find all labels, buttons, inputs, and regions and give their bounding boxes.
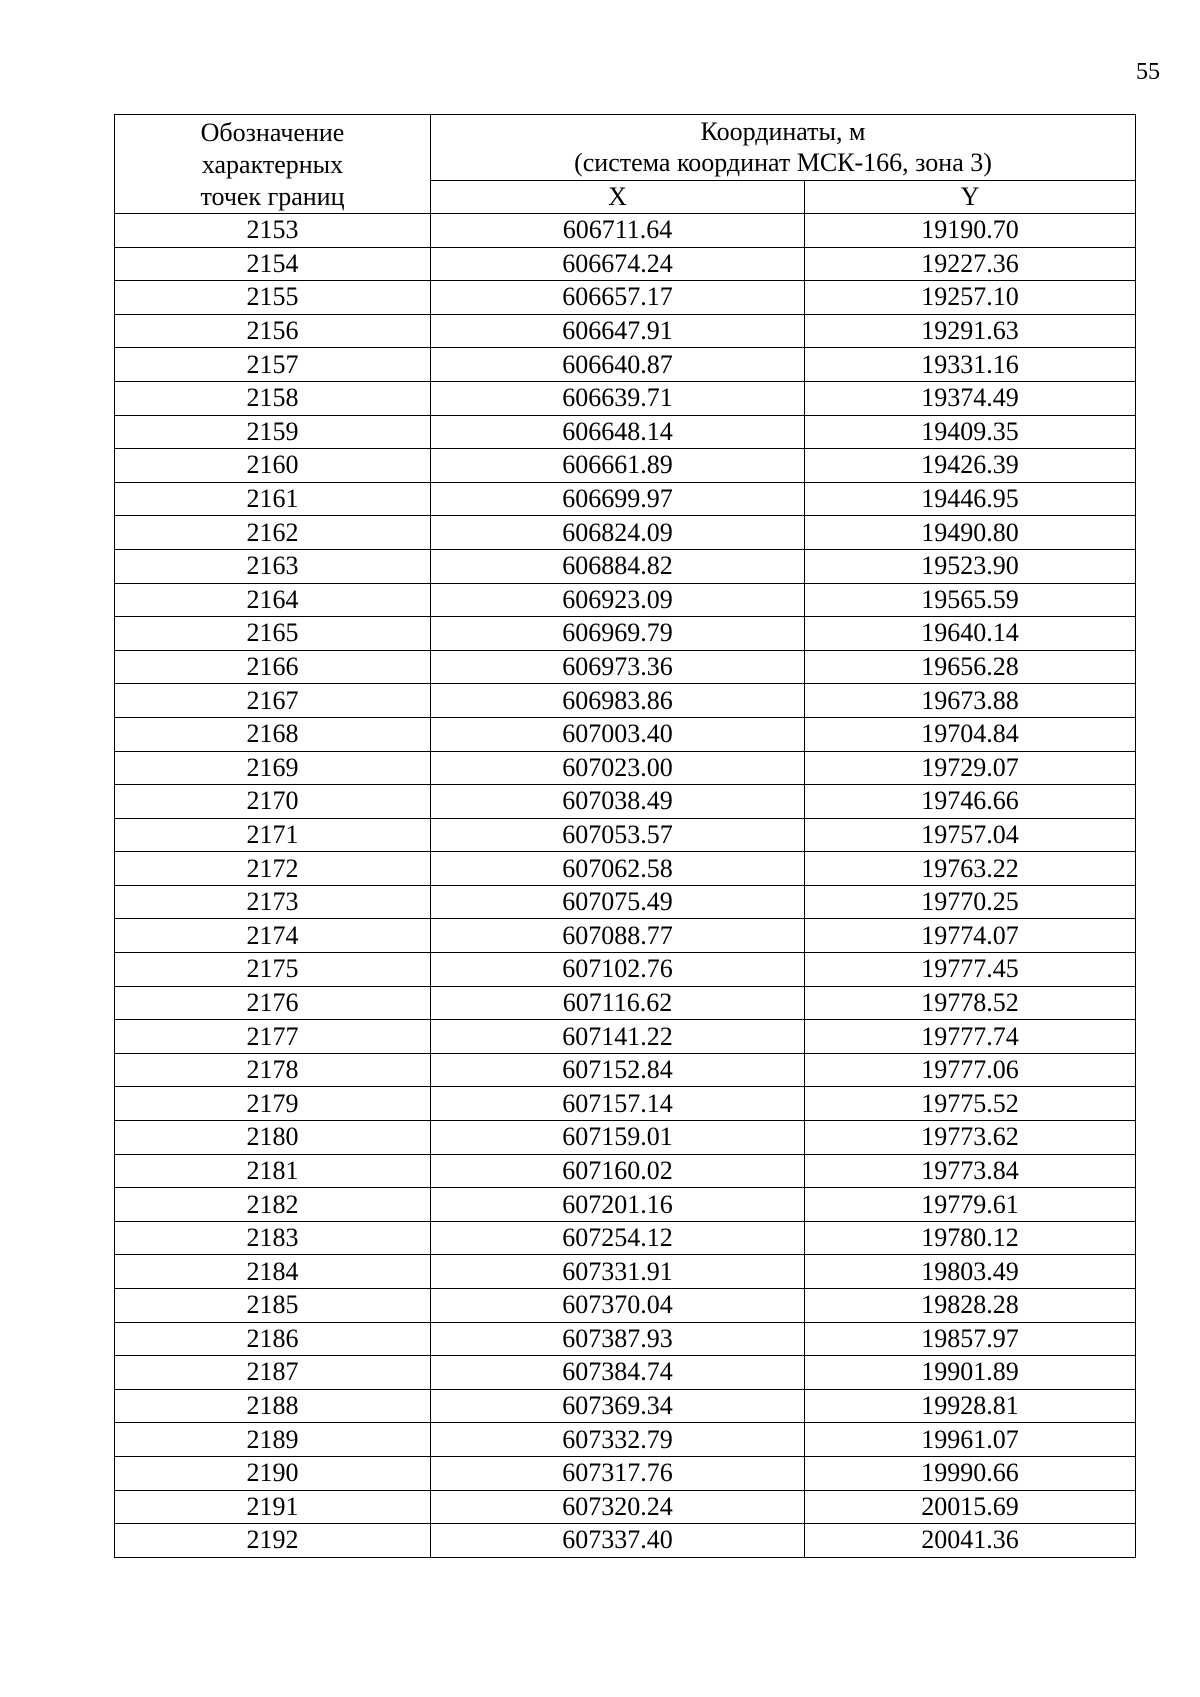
table-row [115, 650, 1136, 684]
y-coordinate-cell: 20015.69 [805, 1490, 1136, 1524]
point-header-line: характерных [201, 150, 344, 179]
x-coordinate-cell: 606661.89 [431, 449, 805, 483]
table-row [115, 449, 1136, 483]
y-coordinate-cell: 19777.06 [805, 1053, 1136, 1087]
x-coordinate-cell: 607023.00 [431, 751, 805, 785]
y-coordinate-cell: 19778.52 [805, 986, 1136, 1020]
x-coordinate-cell: 606640.87 [431, 348, 805, 382]
y-coordinate-cell: 19828.28 [805, 1289, 1136, 1323]
table-row [115, 314, 1136, 348]
x-coordinate-cell: 606973.36 [431, 650, 805, 684]
table-row [115, 1456, 1136, 1490]
point-cell: 2191 [115, 1490, 431, 1524]
coordinates-header [431, 115, 1136, 181]
table-row [115, 1524, 1136, 1558]
point-cell: 2176 [115, 986, 431, 1020]
y-coordinate-cell: 19426.39 [805, 449, 1136, 483]
table-row [115, 1490, 1136, 1524]
x-column-header: X [431, 180, 805, 213]
y-coordinate-cell: 19757.04 [805, 818, 1136, 852]
point-cell: 2180 [115, 1121, 431, 1155]
table-row [115, 415, 1136, 449]
y-coordinate-cell: 19928.81 [805, 1389, 1136, 1423]
y-coordinate-cell: 19780.12 [805, 1221, 1136, 1255]
point-cell: 2160 [115, 449, 431, 483]
x-coordinate-cell: 607116.62 [431, 986, 805, 1020]
x-coordinate-cell: 607157.14 [431, 1087, 805, 1121]
table-row [115, 885, 1136, 919]
point-cell: 2170 [115, 785, 431, 819]
table-row [115, 549, 1136, 583]
point-column-header [115, 115, 431, 214]
table-row [115, 1053, 1136, 1087]
table-row [115, 953, 1136, 987]
coordinate-system: (система координат МСК-166, зона 3) [574, 148, 992, 178]
x-coordinate-cell: 606699.97 [431, 482, 805, 516]
x-coordinate-cell: 607038.49 [431, 785, 805, 819]
point-cell: 2161 [115, 482, 431, 516]
x-coordinate-cell: 607053.57 [431, 818, 805, 852]
y-coordinate-cell: 19774.07 [805, 919, 1136, 953]
y-coordinate-cell: 19857.97 [805, 1322, 1136, 1356]
x-coordinate-cell: 607141.22 [431, 1020, 805, 1054]
table-row [115, 214, 1136, 248]
point-cell: 2184 [115, 1255, 431, 1289]
point-cell: 2155 [115, 281, 431, 315]
coordinates-table [114, 114, 1136, 1558]
y-coordinate-cell: 19704.84 [805, 717, 1136, 751]
point-header-line: точек границ [200, 182, 345, 211]
point-cell: 2157 [115, 348, 431, 382]
y-coordinate-cell: 19446.95 [805, 482, 1136, 516]
table-row [115, 986, 1136, 1020]
point-cell: 2153 [115, 214, 431, 248]
table-row [115, 583, 1136, 617]
x-coordinate-cell: 607332.79 [431, 1423, 805, 1457]
point-cell: 2167 [115, 684, 431, 718]
x-coordinate-cell: 607320.24 [431, 1490, 805, 1524]
x-coordinate-cell: 607102.76 [431, 953, 805, 987]
table-row [115, 785, 1136, 819]
table-row [115, 1289, 1136, 1323]
table-row [115, 1188, 1136, 1222]
point-cell: 2172 [115, 852, 431, 886]
point-cell: 2186 [115, 1322, 431, 1356]
table-row [115, 919, 1136, 953]
table-row [115, 684, 1136, 718]
point-cell: 2192 [115, 1524, 431, 1558]
x-coordinate-cell: 607159.01 [431, 1121, 805, 1155]
table-row [115, 1221, 1136, 1255]
point-cell: 2162 [115, 516, 431, 550]
table-row [115, 516, 1136, 550]
y-column-header: Y [805, 180, 1136, 213]
table-row [115, 617, 1136, 651]
x-coordinate-cell: 607369.34 [431, 1389, 805, 1423]
y-coordinate-cell: 19490.80 [805, 516, 1136, 550]
page-number: 55 [1136, 59, 1160, 85]
point-cell: 2164 [115, 583, 431, 617]
y-coordinate-cell: 19374.49 [805, 381, 1136, 415]
table-header [115, 115, 1136, 214]
y-coordinate-cell: 19190.70 [805, 214, 1136, 248]
point-cell: 2165 [115, 617, 431, 651]
x-coordinate-cell: 606639.71 [431, 381, 805, 415]
x-coordinate-cell: 607337.40 [431, 1524, 805, 1558]
table-row [115, 1020, 1136, 1054]
table-row [115, 1255, 1136, 1289]
point-cell: 2171 [115, 818, 431, 852]
table-row [115, 1154, 1136, 1188]
y-coordinate-cell: 19227.36 [805, 247, 1136, 281]
x-coordinate-cell: 607088.77 [431, 919, 805, 953]
x-coordinate-cell: 606824.09 [431, 516, 805, 550]
x-coordinate-cell: 607062.58 [431, 852, 805, 886]
point-cell: 2182 [115, 1188, 431, 1222]
y-coordinate-cell: 20041.36 [805, 1524, 1136, 1558]
point-header-line: Обозначение [200, 118, 345, 147]
point-cell: 2158 [115, 381, 431, 415]
x-coordinate-cell: 606969.79 [431, 617, 805, 651]
x-coordinate-cell: 607384.74 [431, 1356, 805, 1390]
point-cell: 2163 [115, 549, 431, 583]
coordinates-title: Координаты, м [700, 117, 866, 147]
point-cell: 2189 [115, 1423, 431, 1457]
y-coordinate-cell: 19565.59 [805, 583, 1136, 617]
table-row [115, 1389, 1136, 1423]
y-coordinate-cell: 19640.14 [805, 617, 1136, 651]
point-cell: 2154 [115, 247, 431, 281]
y-coordinate-cell: 19777.45 [805, 953, 1136, 987]
x-coordinate-cell: 607387.93 [431, 1322, 805, 1356]
table-row [115, 1322, 1136, 1356]
y-coordinate-cell: 19779.61 [805, 1188, 1136, 1222]
x-coordinate-cell: 607152.84 [431, 1053, 805, 1087]
point-cell: 2177 [115, 1020, 431, 1054]
point-cell: 2173 [115, 885, 431, 919]
x-coordinate-cell: 607331.91 [431, 1255, 805, 1289]
y-coordinate-cell: 19331.16 [805, 348, 1136, 382]
point-cell: 2174 [115, 919, 431, 953]
x-coordinate-cell: 606884.82 [431, 549, 805, 583]
y-coordinate-cell: 19901.89 [805, 1356, 1136, 1390]
x-coordinate-cell: 606674.24 [431, 247, 805, 281]
x-coordinate-cell: 607075.49 [431, 885, 805, 919]
point-cell: 2183 [115, 1221, 431, 1255]
y-coordinate-cell: 19673.88 [805, 684, 1136, 718]
x-coordinate-cell: 606647.91 [431, 314, 805, 348]
x-coordinate-cell: 607160.02 [431, 1154, 805, 1188]
table-row [115, 348, 1136, 382]
x-coordinate-cell: 606648.14 [431, 415, 805, 449]
table-row [115, 381, 1136, 415]
y-coordinate-cell: 19773.84 [805, 1154, 1136, 1188]
table-row [115, 717, 1136, 751]
table-row [115, 1423, 1136, 1457]
point-cell: 2156 [115, 314, 431, 348]
y-coordinate-cell: 19291.63 [805, 314, 1136, 348]
point-cell: 2178 [115, 1053, 431, 1087]
y-coordinate-cell: 19961.07 [805, 1423, 1136, 1457]
table-row [115, 852, 1136, 886]
point-cell: 2169 [115, 751, 431, 785]
point-cell: 2185 [115, 1289, 431, 1323]
y-coordinate-cell: 19773.62 [805, 1121, 1136, 1155]
x-coordinate-cell: 607254.12 [431, 1221, 805, 1255]
table-row [115, 247, 1136, 281]
table-row [115, 281, 1136, 315]
point-cell: 2181 [115, 1154, 431, 1188]
table-row [115, 1356, 1136, 1390]
table-row [115, 818, 1136, 852]
point-cell: 2190 [115, 1456, 431, 1490]
y-coordinate-cell: 19803.49 [805, 1255, 1136, 1289]
x-coordinate-cell: 607317.76 [431, 1456, 805, 1490]
y-coordinate-cell: 19523.90 [805, 549, 1136, 583]
y-coordinate-cell: 19729.07 [805, 751, 1136, 785]
point-cell: 2188 [115, 1389, 431, 1423]
point-cell: 2179 [115, 1087, 431, 1121]
x-coordinate-cell: 607370.04 [431, 1289, 805, 1323]
y-coordinate-cell: 19409.35 [805, 415, 1136, 449]
table-row [115, 1087, 1136, 1121]
table-row [115, 482, 1136, 516]
x-coordinate-cell: 607003.40 [431, 717, 805, 751]
y-coordinate-cell: 19763.22 [805, 852, 1136, 886]
point-cell: 2168 [115, 717, 431, 751]
y-coordinate-cell: 19775.52 [805, 1087, 1136, 1121]
y-coordinate-cell: 19777.74 [805, 1020, 1136, 1054]
x-coordinate-cell: 606657.17 [431, 281, 805, 315]
y-coordinate-cell: 19257.10 [805, 281, 1136, 315]
y-coordinate-cell: 19770.25 [805, 885, 1136, 919]
x-coordinate-cell: 606711.64 [431, 214, 805, 248]
point-cell: 2187 [115, 1356, 431, 1390]
y-coordinate-cell: 19746.66 [805, 785, 1136, 819]
x-coordinate-cell: 606983.86 [431, 684, 805, 718]
x-coordinate-cell: 606923.09 [431, 583, 805, 617]
point-cell: 2166 [115, 650, 431, 684]
y-coordinate-cell: 19656.28 [805, 650, 1136, 684]
table-body [115, 214, 1136, 1558]
point-cell: 2175 [115, 953, 431, 987]
y-coordinate-cell: 19990.66 [805, 1456, 1136, 1490]
table-row [115, 1121, 1136, 1155]
table-row [115, 751, 1136, 785]
point-cell: 2159 [115, 415, 431, 449]
x-coordinate-cell: 607201.16 [431, 1188, 805, 1222]
